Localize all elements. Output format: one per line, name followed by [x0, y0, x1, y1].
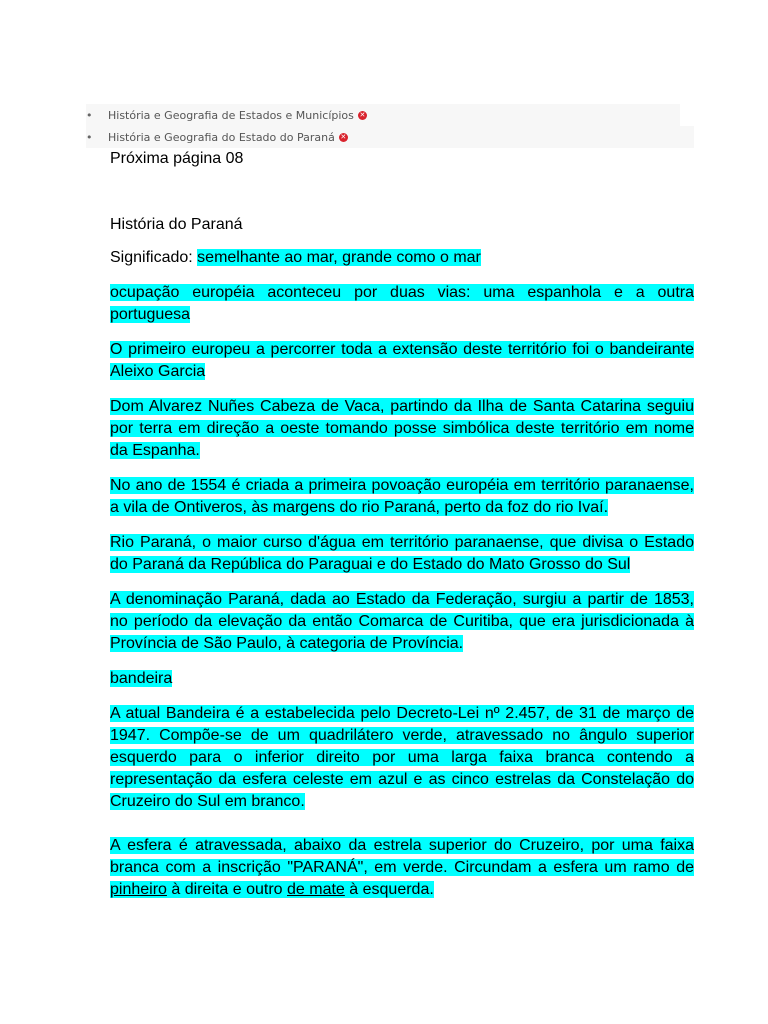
sphere-text-part: à direita e outro: [166, 881, 288, 898]
flag-heading-text: bandeira: [110, 670, 173, 687]
sphere-paragraph-text: [110, 837, 694, 898]
bullet-icon: •: [86, 108, 93, 122]
remove-icon[interactable]: ✕: [359, 110, 366, 119]
meaning-label: Significado:: [110, 249, 193, 266]
paragraph-text: ocupação européia aconteceu por duas vias: uma espanhola e a outra portuguesa: [110, 284, 694, 323]
paragraph: [110, 396, 694, 462]
remove-icon[interactable]: ✕: [340, 132, 347, 141]
blank-line: [110, 813, 694, 835]
paragraph-text: No ano de 1554 é criada a primeira povoação européia em território paranaense, a vila de Ontiveros, às margens do rio Paraná, perto da foz do rio Ivaí.: [110, 477, 694, 516]
flag-paragraph-text: A atual Bandeira é a estabelecida pelo Decreto-Lei nº 2.457, de 31 de março de 1947. Compõe-se de um quadrilátero verde, atravessado no ângulo superior esquerdo para o inferior direito por uma larga faixa branca contendo a representação da esfera celeste em azul e as cinco estrelas da Constelação do Cruzeiro do Sul em branco.: [110, 705, 694, 810]
meaning-line: [110, 247, 694, 269]
paragraph-text: Rio Paraná, o maior curso d'água em território paranaense, que divisa o Estado do Paraná da República do Paraguai e do Estado do Mato Grosso do Sul: [110, 534, 694, 573]
breadcrumb-label[interactable]: História e Geografia de Estados e Municípios: [108, 108, 354, 122]
paragraph: [110, 282, 694, 326]
next-page-label: Próxima página 08: [110, 150, 244, 167]
flag-heading: [110, 668, 694, 690]
sphere-text-part: A esfera é atravessada, abaixo da estrela superior do Cruzeiro, por uma faixa branca com a inscrição "PARANÁ", em verde. Circundam a esfera um ramo de: [110, 837, 694, 876]
breadcrumb-list: [86, 104, 694, 148]
paragraph-text: A denominação Paraná, dada ao Estado da Federação, surgiu a partir de 1853, no período da elevação da então Comarca de Curitiba, que era jurisdicionada à Província de São Paulo, à categoria de Província.: [110, 591, 694, 652]
page-title: História do Paraná: [110, 216, 243, 233]
paragraph-text: Dom Alvarez Nuñes Cabeza de Vaca, partindo da Ilha de Santa Catarina seguiu por terra em direção a oeste tomando posse simbólica deste território em nome da Espanha.: [110, 398, 694, 459]
pinheiro-link[interactable]: pinheiro: [110, 881, 167, 898]
bullet-icon: •: [86, 130, 93, 144]
sphere-text-part: à esquerda.: [344, 881, 434, 898]
breadcrumb-item[interactable]: [86, 104, 680, 126]
sphere-paragraph: [110, 835, 694, 901]
paragraph-text: O primeiro europeu a percorrer toda a extensão deste território foi o bandeirante Aleixo Garcia: [110, 341, 694, 380]
paragraph: [110, 339, 694, 383]
paragraph: [110, 532, 694, 576]
breadcrumb-label[interactable]: História e Geografia do Estado do Paraná: [108, 130, 335, 144]
meaning-value: semelhante ao mar, grande como o mar: [197, 249, 481, 266]
mate-link[interactable]: de mate: [287, 881, 345, 898]
document-body: [110, 148, 694, 901]
breadcrumb-item[interactable]: [86, 126, 694, 148]
flag-paragraph: [110, 703, 694, 813]
paragraph: [110, 475, 694, 519]
paragraph: [110, 589, 694, 655]
